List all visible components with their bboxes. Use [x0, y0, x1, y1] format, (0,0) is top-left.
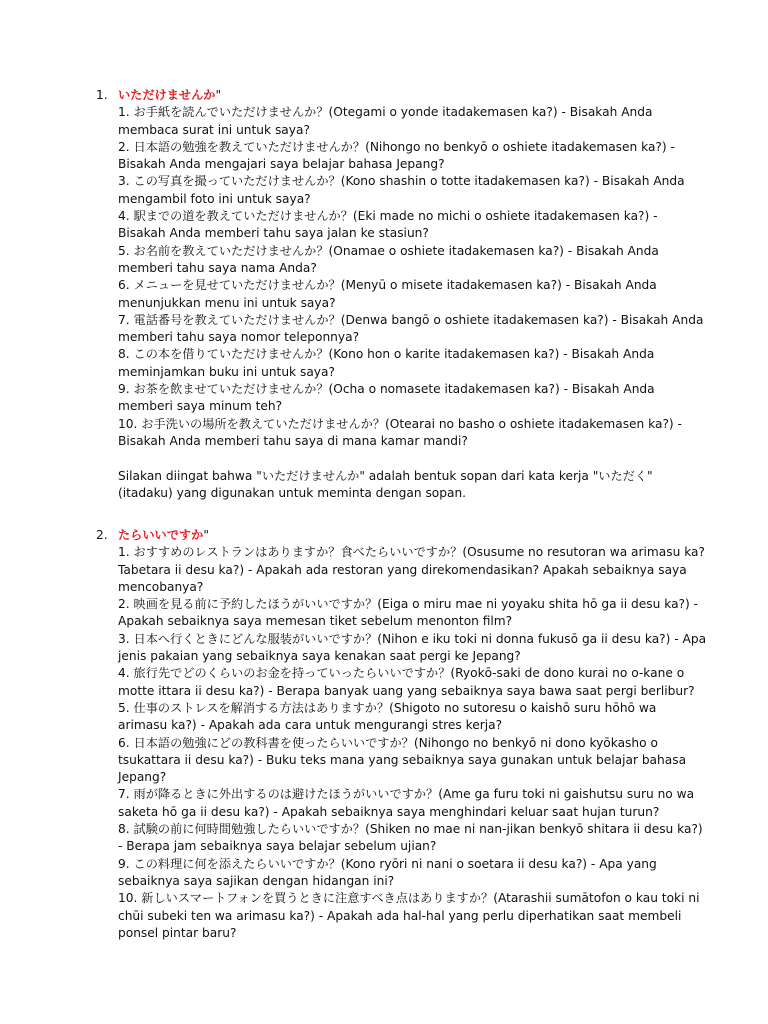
- list-item: 8. この本を借りていただけませんか？(Kono hon o karite itadakemasen ka?) - Bisakah Anda meminjamkan buku ini untuk saya?: [118, 347, 655, 379]
- list-item: 3. 日本へ行くときにどんな服装がいいですか？(Nihon e iku toki ni donna fukusō ga ii desu ka?) - Apa jenis pakaian yang sebaiknya saya kenakan saat pergi ke Jepang?: [118, 631, 707, 664]
- section-title-quote: ": [215, 88, 222, 102]
- list-item: 10. 新しいスマートフォンを買うときに注意すべき点はありますか？(Atarashii sumātofon o kau toki ni chūi subeki ten wa arimasu ka?) - Apakah ada hal-hal yang perlu diperhatikan saat membeli ponsel pintar baru?: [118, 891, 700, 940]
- section-heading: [96, 527, 708, 544]
- list-item: 6. メニューを見せていただけませんか？(Menyū o misete itadakemasen ka?) - Bisakah Anda menunjukkan menu ini untuk saya?: [118, 278, 657, 310]
- list-item: 2. 日本語の勉強を教えていただけませんか？(Nihongo no benkyō o oshiete itadakemasen ka?) - Bisakah Anda mengajari saya belajar bahasa Jepang?: [118, 139, 675, 172]
- explanatory-note: Silakan diingat bahwa "いただけませんか" adalah bentuk sopan dari kata kerja "いただく" (itadaku) yang digunakan untuk meminta dengan sopan.: [118, 468, 653, 500]
- list-item: 7. 雨が降るときに外出するのは避けたほうがいいですか？(Ame ga furu toki ni gaishutsu suru no wa saketa hō ga ii desu ka?) - Apakah sebaiknya saya menghindari keluar saat hujan turun?: [118, 787, 695, 819]
- list-item: 1. お手紙を読んでいただけませんか？(Otegami o yonde itadakemasen ka?) - Bisakah Anda membaca surat ini untuk saya?: [118, 105, 653, 137]
- list-item: 4. 旅行先でどのくらいのお金を持っていったらいいですか？(Ryokō-saki de dono kurai no o-kane o motte ittara ii desu ka?) - Berapa banyak uang yang sebaiknya saya bawa saat pergi berlibur?: [118, 666, 695, 698]
- example-list: [118, 104, 708, 450]
- list-item: 9. お茶を飲ませていただけませんか？(Ocha o nomasete itadakemasen ka?) - Bisakah Anda memberi saya minum teh?: [118, 382, 655, 414]
- list-item: 7. 電話番号を教えていただけませんか？(Denwa bangō o oshiete itadakemasen ka?) - Bisakah Anda memberi tahu saya nomor teleponnya?: [118, 312, 704, 345]
- list-item: 1. おすすめのレストランはありますか？食べたらいいですか？(Osusume no resutoran wa arimasu ka? Tabetara ii desu ka?) - Apakah ada restoran yang direkomendasikan? Apakah sebaiknya saya mencobanya?: [118, 545, 705, 594]
- section-number: 2.: [96, 528, 108, 542]
- section-title: [118, 87, 221, 104]
- list-item: 10. お手洗いの場所を教えていただけませんか？(Otearai no basho o oshiete itadakemasen ka?) - Bisakah Anda memberi tahu saya di mana kamar mandi?: [118, 416, 682, 448]
- list-item: 3. この写真を撮っていただけませんか？(Kono shashin o totte itadakemasen ka?) - Bisakah Anda mengambil foto ini untuk saya?: [118, 174, 685, 206]
- list-item: 2. 映画を見る前に予約したほうがいいですか？(Eiga o miru mae ni yoyaku shita hō ga ii desu ka?) - Apakah sebaiknya saya memesan tiket sebelum menonton film?: [118, 597, 699, 629]
- section-title: [118, 527, 209, 544]
- section-number: 1.: [96, 88, 108, 102]
- section-taraiidesuka: [96, 527, 708, 942]
- section-title-text: たらいいですか: [118, 528, 204, 542]
- list-item: 4. 駅までの道を教えていただけませんか？(Eki made no michi o oshiete itadakemasen ka?) - Bisakah Anda memberi tahu saya jalan ke stasiun?: [118, 209, 658, 241]
- list-item: 8. 試験の前に何時間勉強したらいいですか？(Shiken no mae ni nan-jikan benkyō shitara ii desu ka?) - Berapa jam sebaiknya saya belajar sebelum ujian?: [118, 822, 703, 854]
- section-title-quote: ": [203, 528, 209, 542]
- example-list: [118, 544, 708, 942]
- list-item: 9. この料理に何を添えたらいいですか？(Kono ryōri ni nani o soetara ii desu ka?) - Apa yang sebaiknya saya sajikan dengan hidangan ini?: [118, 856, 657, 888]
- section-title-text: いただけませんか: [118, 88, 216, 102]
- list-item: 5. 仕事のストレスを解消する方法はありますか？(Shigoto no sutoresu o kaishō suru hōhō wa arimasu ka?) - Apakah ada cara untuk mengurangi stres kerja?: [118, 700, 657, 733]
- section-itadakemasenka: [96, 87, 708, 502]
- section-heading: [96, 87, 708, 104]
- list-item: 6. 日本語の勉強にどの教科書を使ったらいいですか？(Nihongo no benkyō ni dono kyōkasho o tsukattara ii desu ka?) - Buku teks mana yang sebaiknya saya gunakan untuk belajar bahasa Jepang?: [118, 735, 687, 785]
- list-item: 5. お名前を教えていただけませんか？(Onamae o oshiete itadakemasen ka?) - Bisakah Anda memberi tahu saya nama Anda?: [118, 243, 659, 275]
